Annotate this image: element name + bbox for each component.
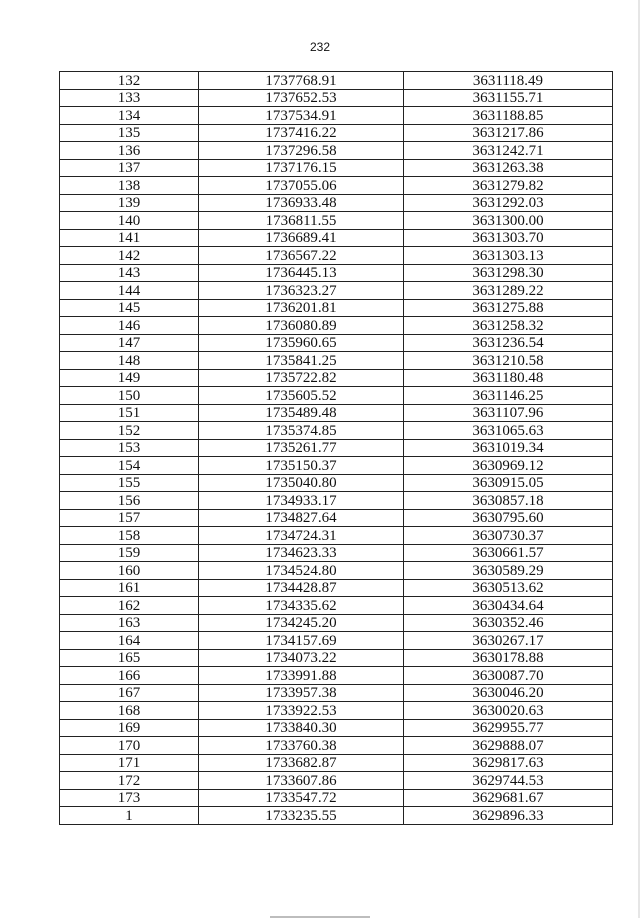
table-row bbox=[60, 492, 613, 510]
x-coordinate-cell: 1737534.91 bbox=[199, 107, 404, 125]
x-coordinate-cell: 1734245.20 bbox=[199, 614, 404, 632]
x-coordinate-cell: 1737652.53 bbox=[199, 89, 404, 107]
table-row bbox=[60, 334, 613, 352]
table-row bbox=[60, 404, 613, 422]
y-coordinate-cell: 3630434.64 bbox=[404, 597, 613, 615]
x-coordinate-cell: 1733760.38 bbox=[199, 737, 404, 755]
table-row bbox=[60, 754, 613, 772]
point-number-cell: 167 bbox=[60, 684, 199, 702]
x-coordinate-cell: 1736811.55 bbox=[199, 212, 404, 230]
x-coordinate-cell: 1735960.65 bbox=[199, 334, 404, 352]
table-row bbox=[60, 667, 613, 685]
y-coordinate-cell: 3630795.60 bbox=[404, 509, 613, 527]
y-coordinate-cell: 3629681.67 bbox=[404, 789, 613, 807]
table-row bbox=[60, 579, 613, 597]
y-coordinate-cell: 3631188.85 bbox=[404, 107, 613, 125]
table-row bbox=[60, 212, 613, 230]
x-coordinate-cell: 1734933.17 bbox=[199, 492, 404, 510]
table-row bbox=[60, 89, 613, 107]
point-number-cell: 136 bbox=[60, 142, 199, 160]
x-coordinate-cell: 1735722.82 bbox=[199, 369, 404, 387]
y-coordinate-cell: 3629955.77 bbox=[404, 719, 613, 737]
x-coordinate-cell: 1734428.87 bbox=[199, 579, 404, 597]
table-row bbox=[60, 562, 613, 580]
point-number-cell: 151 bbox=[60, 404, 199, 422]
point-number-cell: 172 bbox=[60, 772, 199, 790]
table-row bbox=[60, 632, 613, 650]
point-number-cell: 159 bbox=[60, 544, 199, 562]
table-row bbox=[60, 422, 613, 440]
x-coordinate-cell: 1733607.86 bbox=[199, 772, 404, 790]
table-row bbox=[60, 282, 613, 300]
x-coordinate-cell: 1735040.80 bbox=[199, 474, 404, 492]
y-coordinate-cell: 3631118.49 bbox=[404, 72, 613, 90]
x-coordinate-cell: 1733235.55 bbox=[199, 807, 404, 825]
table-row bbox=[60, 544, 613, 562]
table-row bbox=[60, 439, 613, 457]
x-coordinate-cell: 1734827.64 bbox=[199, 509, 404, 527]
x-coordinate-cell: 1737416.22 bbox=[199, 124, 404, 142]
y-coordinate-cell: 3630915.05 bbox=[404, 474, 613, 492]
x-coordinate-cell: 1734623.33 bbox=[199, 544, 404, 562]
point-number-cell: 148 bbox=[60, 352, 199, 370]
y-coordinate-cell: 3630730.37 bbox=[404, 527, 613, 545]
y-coordinate-cell: 3630969.12 bbox=[404, 457, 613, 475]
point-number-cell: 156 bbox=[60, 492, 199, 510]
y-coordinate-cell: 3630857.18 bbox=[404, 492, 613, 510]
point-number-cell: 173 bbox=[60, 789, 199, 807]
y-coordinate-cell: 3631298.30 bbox=[404, 264, 613, 282]
y-coordinate-cell: 3629817.63 bbox=[404, 754, 613, 772]
y-coordinate-cell: 3630178.88 bbox=[404, 649, 613, 667]
x-coordinate-cell: 1734524.80 bbox=[199, 562, 404, 580]
y-coordinate-cell: 3631019.34 bbox=[404, 439, 613, 457]
point-number-cell: 142 bbox=[60, 247, 199, 265]
x-coordinate-cell: 1733922.53 bbox=[199, 702, 404, 720]
table-row bbox=[60, 264, 613, 282]
x-coordinate-cell: 1736567.22 bbox=[199, 247, 404, 265]
table-row bbox=[60, 124, 613, 142]
point-number-cell: 141 bbox=[60, 229, 199, 247]
x-coordinate-cell: 1734335.62 bbox=[199, 597, 404, 615]
point-number-cell: 161 bbox=[60, 579, 199, 597]
point-number-cell: 162 bbox=[60, 597, 199, 615]
point-number-cell: 149 bbox=[60, 369, 199, 387]
point-number-cell: 160 bbox=[60, 562, 199, 580]
y-coordinate-cell: 3631292.03 bbox=[404, 194, 613, 212]
x-coordinate-cell: 1734073.22 bbox=[199, 649, 404, 667]
x-coordinate-cell: 1735841.25 bbox=[199, 352, 404, 370]
point-number-cell: 158 bbox=[60, 527, 199, 545]
y-coordinate-cell: 3631300.00 bbox=[404, 212, 613, 230]
table-row bbox=[60, 387, 613, 405]
point-number-cell: 139 bbox=[60, 194, 199, 212]
table-row bbox=[60, 807, 613, 825]
point-number-cell: 144 bbox=[60, 282, 199, 300]
point-number-cell: 163 bbox=[60, 614, 199, 632]
x-coordinate-cell: 1735374.85 bbox=[199, 422, 404, 440]
y-coordinate-cell: 3631210.58 bbox=[404, 352, 613, 370]
coordinates-table bbox=[59, 71, 613, 825]
point-number-cell: 140 bbox=[60, 212, 199, 230]
x-coordinate-cell: 1736933.48 bbox=[199, 194, 404, 212]
table-row bbox=[60, 299, 613, 317]
y-coordinate-cell: 3629896.33 bbox=[404, 807, 613, 825]
x-coordinate-cell: 1733957.38 bbox=[199, 684, 404, 702]
point-number-cell: 150 bbox=[60, 387, 199, 405]
y-coordinate-cell: 3631289.22 bbox=[404, 282, 613, 300]
x-coordinate-cell: 1736201.81 bbox=[199, 299, 404, 317]
table-row bbox=[60, 247, 613, 265]
table-row bbox=[60, 702, 613, 720]
point-number-cell: 134 bbox=[60, 107, 199, 125]
y-coordinate-cell: 3630352.46 bbox=[404, 614, 613, 632]
table-row bbox=[60, 719, 613, 737]
coordinates-table-body bbox=[60, 72, 613, 825]
x-coordinate-cell: 1735605.52 bbox=[199, 387, 404, 405]
table-row bbox=[60, 509, 613, 527]
y-coordinate-cell: 3631258.32 bbox=[404, 317, 613, 335]
table-row bbox=[60, 772, 613, 790]
x-coordinate-cell: 1734157.69 bbox=[199, 632, 404, 650]
table-row bbox=[60, 614, 613, 632]
point-number-cell: 1 bbox=[60, 807, 199, 825]
x-coordinate-cell: 1737055.06 bbox=[199, 177, 404, 195]
x-coordinate-cell: 1733547.72 bbox=[199, 789, 404, 807]
x-coordinate-cell: 1735489.48 bbox=[199, 404, 404, 422]
x-coordinate-cell: 1736445.13 bbox=[199, 264, 404, 282]
point-number-cell: 152 bbox=[60, 422, 199, 440]
table-row bbox=[60, 597, 613, 615]
point-number-cell: 164 bbox=[60, 632, 199, 650]
table-row bbox=[60, 107, 613, 125]
x-coordinate-cell: 1733682.87 bbox=[199, 754, 404, 772]
x-coordinate-cell: 1734724.31 bbox=[199, 527, 404, 545]
point-number-cell: 147 bbox=[60, 334, 199, 352]
point-number-cell: 154 bbox=[60, 457, 199, 475]
y-coordinate-cell: 3630087.70 bbox=[404, 667, 613, 685]
point-number-cell: 171 bbox=[60, 754, 199, 772]
table-row bbox=[60, 649, 613, 667]
x-coordinate-cell: 1737768.91 bbox=[199, 72, 404, 90]
x-coordinate-cell: 1737296.58 bbox=[199, 142, 404, 160]
y-coordinate-cell: 3629888.07 bbox=[404, 737, 613, 755]
y-coordinate-cell: 3630589.29 bbox=[404, 562, 613, 580]
x-coordinate-cell: 1733991.88 bbox=[199, 667, 404, 685]
point-number-cell: 166 bbox=[60, 667, 199, 685]
point-number-cell: 169 bbox=[60, 719, 199, 737]
y-coordinate-cell: 3630513.62 bbox=[404, 579, 613, 597]
table-row bbox=[60, 142, 613, 160]
point-number-cell: 145 bbox=[60, 299, 199, 317]
point-number-cell: 135 bbox=[60, 124, 199, 142]
table-row bbox=[60, 317, 613, 335]
y-coordinate-cell: 3631065.63 bbox=[404, 422, 613, 440]
x-coordinate-cell: 1737176.15 bbox=[199, 159, 404, 177]
y-coordinate-cell: 3631303.13 bbox=[404, 247, 613, 265]
x-coordinate-cell: 1735261.77 bbox=[199, 439, 404, 457]
table-row bbox=[60, 789, 613, 807]
point-number-cell: 170 bbox=[60, 737, 199, 755]
y-coordinate-cell: 3631236.54 bbox=[404, 334, 613, 352]
y-coordinate-cell: 3631146.25 bbox=[404, 387, 613, 405]
y-coordinate-cell: 3631180.48 bbox=[404, 369, 613, 387]
page-number: 232 bbox=[309, 40, 331, 54]
point-number-cell: 157 bbox=[60, 509, 199, 527]
table-row bbox=[60, 684, 613, 702]
point-number-cell: 153 bbox=[60, 439, 199, 457]
point-number-cell: 132 bbox=[60, 72, 199, 90]
y-coordinate-cell: 3631107.96 bbox=[404, 404, 613, 422]
point-number-cell: 137 bbox=[60, 159, 199, 177]
table-row bbox=[60, 72, 613, 90]
y-coordinate-cell: 3630661.57 bbox=[404, 544, 613, 562]
x-coordinate-cell: 1733840.30 bbox=[199, 719, 404, 737]
table-row bbox=[60, 527, 613, 545]
point-number-cell: 155 bbox=[60, 474, 199, 492]
point-number-cell: 168 bbox=[60, 702, 199, 720]
y-coordinate-cell: 3631263.38 bbox=[404, 159, 613, 177]
table-row bbox=[60, 352, 613, 370]
table-row bbox=[60, 474, 613, 492]
table-row bbox=[60, 159, 613, 177]
x-coordinate-cell: 1736323.27 bbox=[199, 282, 404, 300]
y-coordinate-cell: 3631242.71 bbox=[404, 142, 613, 160]
y-coordinate-cell: 3631275.88 bbox=[404, 299, 613, 317]
y-coordinate-cell: 3631217.86 bbox=[404, 124, 613, 142]
table-row bbox=[60, 177, 613, 195]
x-coordinate-cell: 1735150.37 bbox=[199, 457, 404, 475]
table-row bbox=[60, 229, 613, 247]
y-coordinate-cell: 3630046.20 bbox=[404, 684, 613, 702]
x-coordinate-cell: 1736080.89 bbox=[199, 317, 404, 335]
y-coordinate-cell: 3631279.82 bbox=[404, 177, 613, 195]
table-row bbox=[60, 194, 613, 212]
y-coordinate-cell: 3631303.70 bbox=[404, 229, 613, 247]
point-number-cell: 133 bbox=[60, 89, 199, 107]
point-number-cell: 165 bbox=[60, 649, 199, 667]
table-row bbox=[60, 369, 613, 387]
point-number-cell: 146 bbox=[60, 317, 199, 335]
y-coordinate-cell: 3629744.53 bbox=[404, 772, 613, 790]
table-row bbox=[60, 457, 613, 475]
point-number-cell: 143 bbox=[60, 264, 199, 282]
y-coordinate-cell: 3631155.71 bbox=[404, 89, 613, 107]
y-coordinate-cell: 3630020.63 bbox=[404, 702, 613, 720]
x-coordinate-cell: 1736689.41 bbox=[199, 229, 404, 247]
table-row bbox=[60, 737, 613, 755]
y-coordinate-cell: 3630267.17 bbox=[404, 632, 613, 650]
point-number-cell: 138 bbox=[60, 177, 199, 195]
